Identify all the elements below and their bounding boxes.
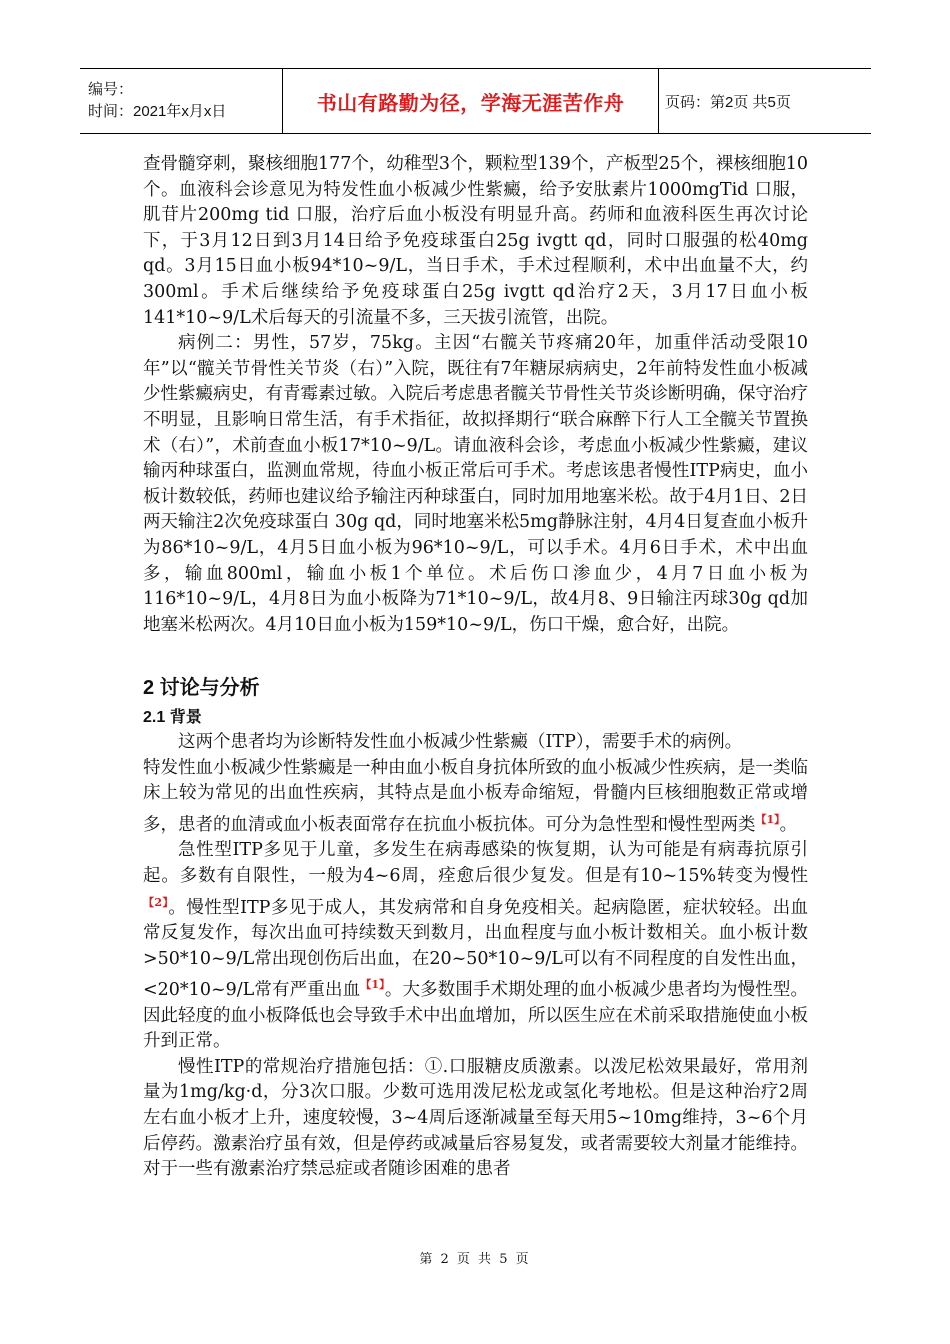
paragraph-itp-definition — [143, 756, 808, 839]
page-header — [80, 68, 871, 134]
itp-definition-end: 。 — [779, 814, 798, 835]
section-heading: 2 讨论与分析 — [143, 677, 260, 700]
subsection-heading: 2.1 背景 — [143, 709, 202, 727]
itp-types-text-b: 。慢性型ITP多见于成人，其发病常和自身免疫相关。起病隐匿，症状较轻。出血常反复发作，每次出血可持续数天到数月，出血程度与血小板计数相关。血小板计数>50*10~9/L常出现创伤后出血，在20~50*10~9/L可以有不同程度的自发性出血，<20*10~9/L常有严重出血 — [143, 897, 809, 1001]
paragraph-case2: 病例二：男性，57岁，75kg。主因“右髋关节疼痛20年，加重伴活动受限10年”以“髋关节骨性关节炎（右）”入院，既往有7年糖尿病病史，2年前特发性血小板减少性紫癜病史，有青霉素过敏。入院后考虑患者髋关节骨性关节炎诊断明确，保守治疗不明显，且影响日常生活，有手术指征，故拟择期行“联合麻醉下行人工全髋关节置换术（右）”，术前查血小板17*10~9/L。请血液科会诊，考虑血小板减少性紫癜，建议输丙种球蛋白，监测血常规，待血小板正常后可手术。考虑该患者慢性ITP病史，血小板计数较低，药师也建议给予输注丙种球蛋白，同时加用地塞米松。故于4月1日、2日两天输注2次免疫球蛋白 30g qd，同时地塞米松5mg静脉注射，4月4日复查血小板升为86*10~9/L，4月5日血小板为96*10~9/L，可以手术。4月6日手术，术中出血多，输血800ml，输血小板1个单位。术后伤口渗血少，4月7日血小板为116*10~9/L，4月8日为血小板降为71*10~9/L，故4月8、9日输注丙球30g qd加地塞米松两次。4月10日血小板为159*10~9/L，伤口干燥，愈合好，出院。 — [143, 333, 808, 635]
header-info — [80, 69, 283, 133]
paragraph-itp-treatment: 慢性ITP的常规治疗措施包括：①.口服糖皮质激素。以泼尼松效果最好，常用剂量为1mg/kg·d，分3次口服。少数可选用泼尼松龙或氢化考地松。但是这种治疗2周左右血小板才上升，速度较慢，3~4周后逐渐减量至每天用5~10mg维持，3~6个月后停药。激素治疗虽有效，但是停药或减量后容易复发，或者需要较大剂量才能维持。对于一些有激素治疗禁忌症或者随诊困难的患者 — [143, 1056, 808, 1180]
paragraph-case1-continued: 查骨髓穿刺，聚核细胞177个，幼稚型3个，颗粒型139个，产板型25个，裸核细胞10个。血液科会诊意见为特发性血小板减少性紫癜，给予安肽素片1000mgTid 口服，肌苷片200mg tid 口服，治疗后血小板没有明显升高。药师和血液科医生再次讨论下，于3月12日到3月14日给予免疫球蛋白25g ivgtt qd，同时口服强的松40mg qd。3月15日血小板94*10~9/L，当日手术，手术过程顺利，术中出血量不大，约300ml。手术后继续给予免疫球蛋白25g ivgtt qd治疗2天，3月17日血小板141*10~9/L术后每天的引流量不多，三天拔引流管，出院。 — [143, 154, 808, 328]
page-number-label: 页码：第2页 共5页 — [665, 93, 791, 111]
citation-ref[interactable]: 【1】 — [755, 813, 780, 827]
motto-text: 书山有路勤为径，学海无涯苦作舟 — [316, 90, 625, 115]
itp-types-text-c: 。大多数围手术期处理的血小板减少患者均为慢性型。因此轻度的血小板降低也会导致手术中出血增加，所以医生应在术前采取措施使血小板升到正常。 — [143, 980, 809, 1052]
doc-date-label: 时间：2021年x月x日 — [88, 103, 227, 120]
paragraph-background-intro: 这两个患者均为诊断特发性血小板减少性紫癜（ITP），需要手术的病例。 — [178, 732, 743, 753]
document-body — [143, 152, 808, 1183]
paragraph-itp-types — [143, 838, 808, 1054]
doc-number-label: 编号： — [88, 81, 134, 98]
header-page-info — [659, 69, 871, 133]
citation-ref[interactable]: 【1】 — [360, 978, 385, 992]
itp-types-text-a: 急性型ITP多见于儿童，多发生在病毒感染的恢复期，认为可能是有病毒抗原引起。多数有自限性，一般为4~6周，痊愈后很少复发。但是有10~15%转变为慢性 — [143, 840, 808, 887]
itp-definition-text: 特发性血小板减少性紫癜是一种由血小板自身抗体所致的血小板减少性疾病，是一类临床上较为常见的出血性疾病，其特点是血小板寿命缩短，骨髓内巨核细胞数正常或增多，患者的血清或血小板表面常存在抗血小板抗体。可分为急性型和慢性型两类 — [143, 757, 808, 835]
citation-ref[interactable]: 【2】 — [143, 895, 169, 909]
header-motto — [283, 69, 659, 133]
page-footer: 第 2 页 共 5 页 — [419, 1252, 531, 1267]
